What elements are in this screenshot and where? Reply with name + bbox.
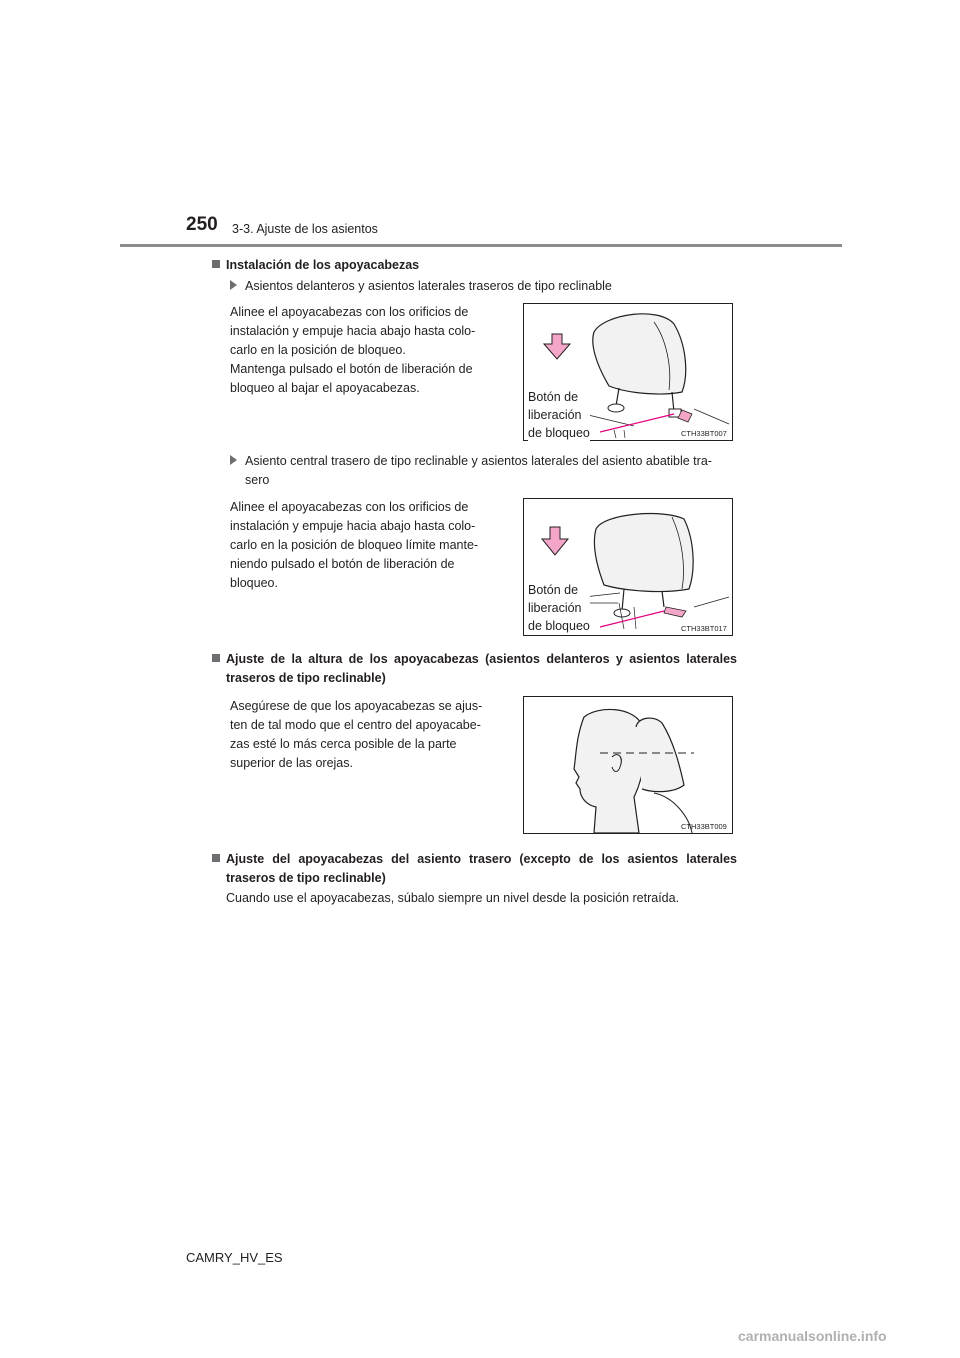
triangle-bullet-icon xyxy=(230,280,237,290)
heading-installation: Instalación de los apoyacabezas xyxy=(212,256,419,275)
triangle-bullet-icon xyxy=(230,455,237,465)
page-number: 250 xyxy=(186,214,218,235)
paragraph-rear-headrest: Cuando use el apoyacabezas, súbalo siempre un nivel desde la posición retraída. xyxy=(226,891,680,905)
subheading-rear-center: Asiento central trasero de tipo reclinable y asientos laterales del asiento abatible tra- sero xyxy=(230,452,712,490)
release-button-label: Botón de liberación de bloqueo xyxy=(528,583,590,633)
figure-head-position xyxy=(523,696,733,834)
figure-code: CTH33BT009 xyxy=(681,822,727,831)
figure-code: CTH33BT007 xyxy=(681,429,727,438)
section-title: 3-3. Ajuste de los asientos xyxy=(232,222,378,236)
square-bullet-icon xyxy=(212,260,220,268)
heading-height-adjust: Ajuste de la altura de los apoyacabezas (asientos delanteros y asientos laterales traseros de tipo reclinable) xyxy=(212,650,737,688)
figure-front-headrest xyxy=(523,303,733,441)
footer-model: CAMRY_HV_ES xyxy=(186,1250,283,1265)
subheading-front-seats: Asientos delanteros y asientos laterales traseros de tipo reclinable xyxy=(230,277,612,296)
down-arrow-icon xyxy=(544,334,570,359)
release-button-label: Botón de liberación de bloqueo xyxy=(528,390,590,440)
paragraph-front-install: Alinee el apoyacabezas con los orificios de instalación y empuje hacia abajo hasta colo- carlo en la posición de bloqueo. Mantenga pulsado el botón de liberación de bloqueo al bajar el apoyacabezas. xyxy=(230,305,476,395)
figure-rear-headrest xyxy=(523,498,733,636)
head-headrest-illustration xyxy=(524,697,732,833)
square-bullet-icon xyxy=(212,854,220,862)
paragraph-height-adjust: Asegúrese de que los apoyacabezas se ajus- ten de tal modo que el centro del apoyacabe- zas esté lo más cerca posible de la parte superior de las orejas. xyxy=(230,699,483,770)
watermark: carmanualsonline.info xyxy=(738,1328,887,1344)
heading-rear-headrest: Ajuste del apoyacabezas del asiento trasero (excepto de los asientos laterales traseros de tipo reclinable) xyxy=(212,850,737,888)
header-rule xyxy=(120,244,842,247)
paragraph-rear-install: Alinee el apoyacabezas con los orificios de instalación y empuje hacia abajo hasta colo- carlo en la posición de bloqueo límite mante- niendo pulsado el botón de liberación de bloqueo. xyxy=(230,500,479,590)
square-bullet-icon xyxy=(212,654,220,662)
down-arrow-icon xyxy=(542,527,568,555)
figure-code: CTH33BT017 xyxy=(681,624,727,633)
